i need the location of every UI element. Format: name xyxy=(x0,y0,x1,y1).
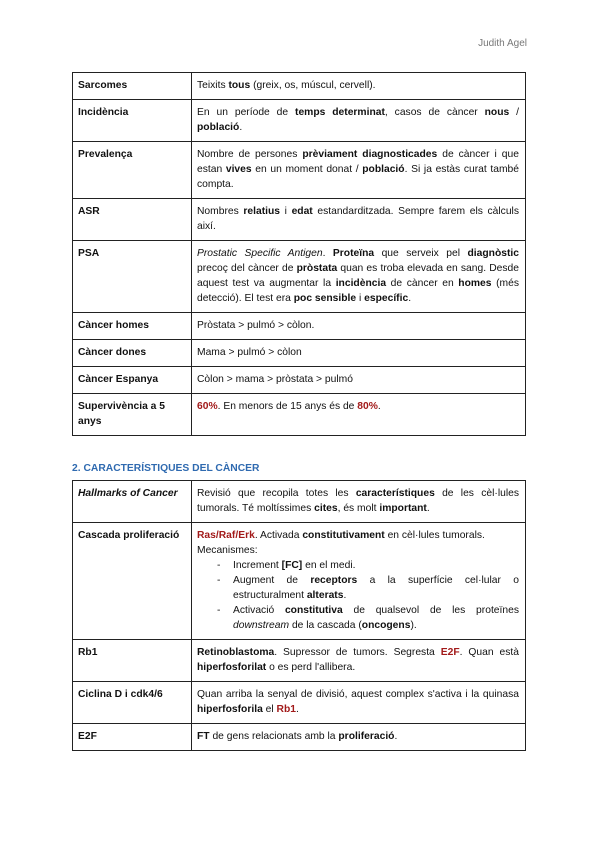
table-row xyxy=(73,394,526,436)
definition-cell: Quan arriba la senyal de divisió, aquest complex s'activa i la quinasa hiperfosforila el Rb1. xyxy=(192,682,526,724)
table-row xyxy=(73,142,526,199)
characteristics-table xyxy=(72,480,526,751)
definition-cell: Còlon > mama > pròstata > pulmó xyxy=(192,367,526,394)
term-cell: Càncer Espanya xyxy=(73,367,192,394)
term-cell: E2F xyxy=(73,724,192,751)
table-row xyxy=(73,367,526,394)
term-cell: Sarcomes xyxy=(73,73,192,100)
definition-cell: Prostatic Specific Antigen. Proteïna que serveix pel diagnòstic precoç del càncer de pròstata quan es troba elevada en sang. Desde aquest test va augmentar la incidència de càncer en homes (més detecció). El test era poc sensible i específic. xyxy=(192,241,526,313)
definition-cell: FT de gens relacionats amb la proliferació. xyxy=(192,724,526,751)
table-row xyxy=(73,313,526,340)
definition-cell: Retinoblastoma. Supressor de tumors. Segresta E2F. Quan està hiperfosforilat o es perd l'allibera. xyxy=(192,640,526,682)
table-row xyxy=(73,241,526,313)
table-row xyxy=(73,682,526,724)
mechanisms-list xyxy=(197,558,519,633)
term-cell: ASR xyxy=(73,199,192,241)
list-item: - Activació constitutiva de qualsevol de les proteïnes downstream de la cascada (oncogens). xyxy=(217,603,519,633)
term-cell: Càncer dones xyxy=(73,340,192,367)
section-heading: 2. CARACTERÍSTIQUES DEL CÀNCER xyxy=(72,463,260,474)
definition-cell: Teixits tous (greix, os, múscul, cervell). xyxy=(192,73,526,100)
table-row xyxy=(73,73,526,100)
definition-cell: Nombre de persones prèviament diagnosticades de càncer i que estan vives en un moment donat / població. Si ja estàs curat també compta. xyxy=(192,142,526,199)
term-cell: PSA xyxy=(73,241,192,313)
term-cell: Ciclina D i cdk4/6 xyxy=(73,682,192,724)
term-cell: Hallmarks of Cancer xyxy=(73,481,192,523)
table-row xyxy=(73,523,526,640)
definition-cell: En un període de temps determinat, casos de càncer nous / població. xyxy=(192,100,526,142)
term-cell: Càncer homes xyxy=(73,313,192,340)
term-cell: Incidència xyxy=(73,100,192,142)
definition-cell: Nombres relatius i edat estandarditzada. Sempre farem els càlculs així. xyxy=(192,199,526,241)
list-item: - Augment de receptors a la superfície cel·lular o estructuralment alterats. xyxy=(217,573,519,603)
definition-cell: Revisió que recopila totes les característiques de les cèl·lules tumorals. Té moltíssimes cites, és molt important. xyxy=(192,481,526,523)
definition-cell: 60%. En menors de 15 anys és de 80%. xyxy=(192,394,526,436)
table-row xyxy=(73,481,526,523)
definition-cell: Pròstata > pulmó > còlon. xyxy=(192,313,526,340)
table-row xyxy=(73,100,526,142)
table-row xyxy=(73,340,526,367)
term-cell: Cascada proliferació xyxy=(73,523,192,640)
table-row xyxy=(73,640,526,682)
term-cell: Rb1 xyxy=(73,640,192,682)
table-row xyxy=(73,199,526,241)
term-cell: Supervivència a 5 anys xyxy=(73,394,192,436)
author-name: Judith Agel xyxy=(478,38,527,49)
term-cell: Prevalença xyxy=(73,142,192,199)
definition-cell: Mama > pulmó > còlon xyxy=(192,340,526,367)
list-item: - Increment [FC] en el medi. xyxy=(217,558,519,573)
definition-cell: Ras/Raf/Erk. Activada constitutivament en cèl·lules tumorals. Mecanismes: - Increment [FC] en el medi. - Augment de receptors a la superfície cel·lular o estructuralment alterats. - Activació constitutiva de qualsevol de les proteïnes downstream de la cascada (oncogens). xyxy=(192,523,526,640)
table-row xyxy=(73,724,526,751)
definitions-table xyxy=(72,72,526,436)
